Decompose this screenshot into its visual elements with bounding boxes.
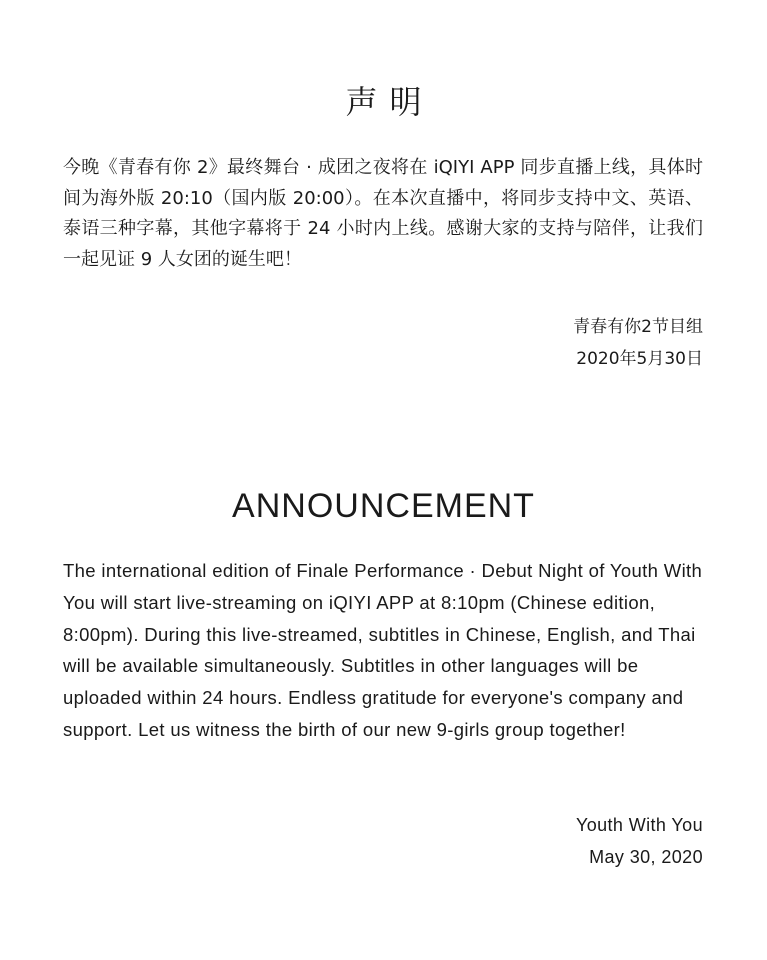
chinese-title: 声明 xyxy=(345,83,434,121)
english-body: The international edition of Finale Performance · Debut Night of Youth With You will start live-streaming on iQIYI APP at 8:10pm (Chinese edition, 8:00pm). During this live-streamed, subtitles in Chinese, English, and Thai will be available simultaneously. Subtitles in other languages will be uploaded within 24 hours. Endless gratitude for everyone's company and support. Let us witness the birth of our new 9-girls group together! xyxy=(63,560,703,740)
chinese-body: 今晚《青春有你 2》最终舞台 · 成团之夜将在 iQIYI APP 同步直播上线，具体时间为海外版 20:10（国内版 20:00）。在本次直播中，将同步支持中文、英语、泰语三种字幕，其他字幕将于 24 小时内上线。感谢大家的支持与陪伴，让我们一起见证 9 人女团的诞生吧！ xyxy=(63,157,703,270)
chinese-signature-block xyxy=(573,311,703,375)
english-title: ANNOUNCEMENT xyxy=(232,487,535,525)
english-signature: Youth With You xyxy=(575,815,703,835)
chinese-date: 2020年5月30日 xyxy=(576,349,703,369)
chinese-signature: 青春有你2节目组 xyxy=(573,317,703,337)
english-date: May 30, 2020 xyxy=(589,847,703,867)
english-signature-block xyxy=(576,809,703,873)
